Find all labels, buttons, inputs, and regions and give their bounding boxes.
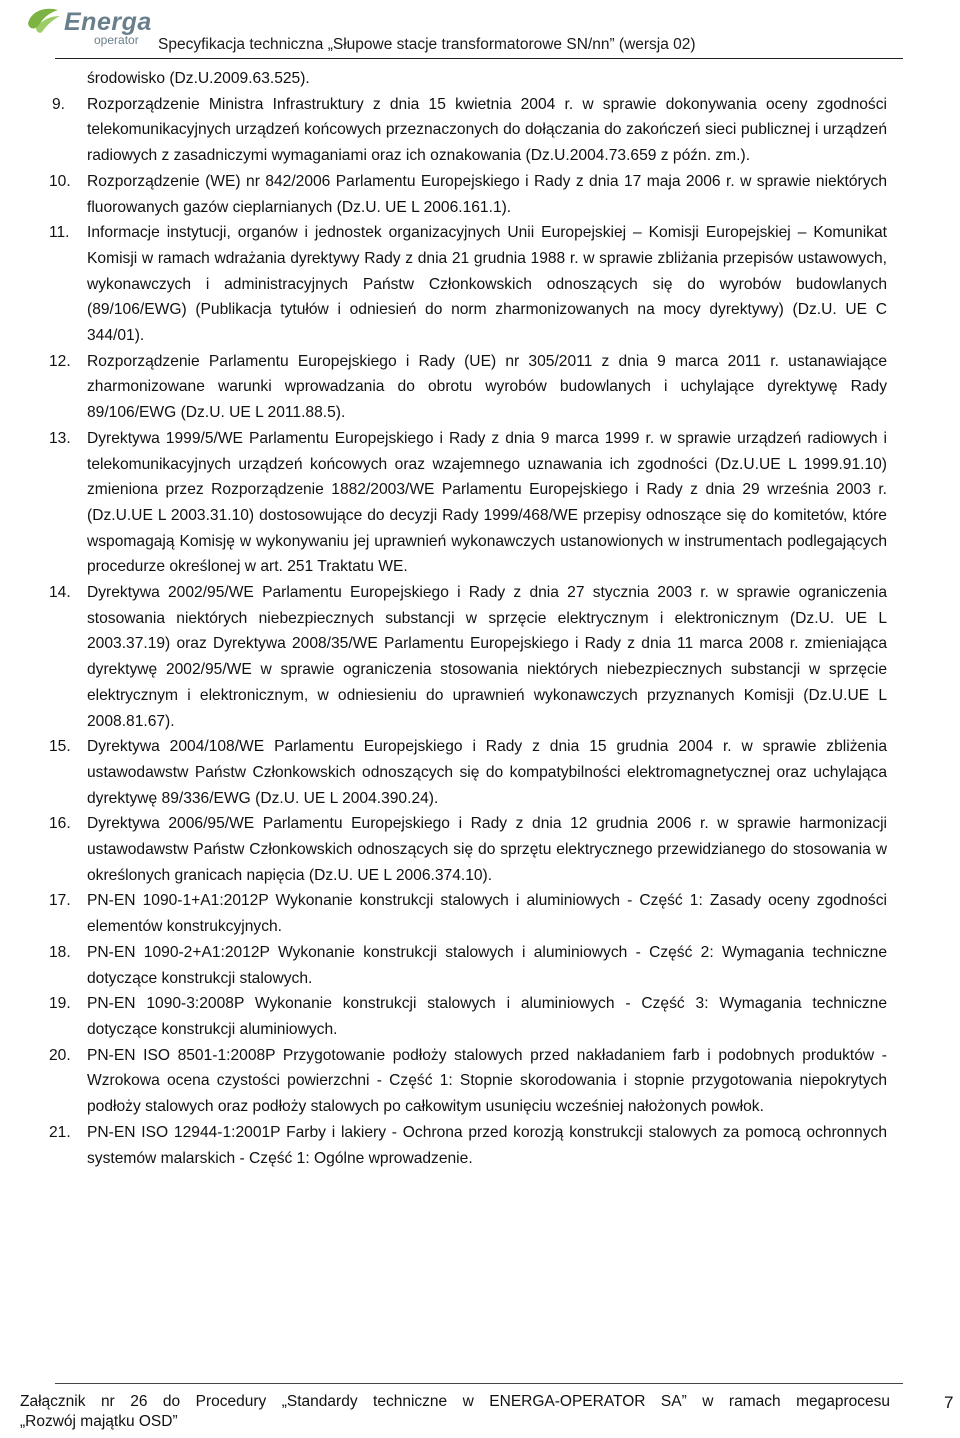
reference-text: Dyrektywa 2006/95/WE Parlamentu Europejskiego i Rady z dnia 12 grudnia 2006 r. w sprawie harmonizacji ustawodawstw Państw Członkowskich odnoszących się do sprzętu elektrycznego przewidzianego do stosowania w określonych granicach napięcia (Dz.U. UE L 2006.374.10). <box>87 815 887 884</box>
reference-text: Rozporządzenie (WE) nr 842/2006 Parlamentu Europejskiego i Rady z dnia 17 maja 2006 r. w sprawie niektórych fluorowanych gazów cieplarnianych (Dz.U. UE L 2006.161.1). <box>87 172 887 216</box>
reference-text: Informacje instytucji, organów i jednostek organizacyjnych Unii Europejskiej – Komisji Europejskiej – Komunikat Komisji w ramach wdrażania dyrektywy Rady z dnia 21 grudnia 1988 r. w sprawie zbliżania przepisów ustawowych, wykonawczych i administracyjnych Państw Członkowskich odnoszących się do wyrobów budowlanych (89/106/EWG) (Publikacja tytułów i odniesień do norm zharmonizowanych na mocy dyrektywy) (Dz.U. UE C 344/01). <box>87 224 887 345</box>
reference-number: 20. <box>49 1046 71 1064</box>
document-title: Specyfikacja techniczna „Słupowe stacje transformatorowe SN/nn” (wersja 02) <box>158 36 696 53</box>
header-divider <box>55 58 903 59</box>
reference-item <box>0 991 887 1042</box>
reference-item <box>0 734 887 811</box>
reference-text: PN-EN 1090-1+A1:2012P Wykonanie konstrukcji stalowych i aluminiowych - Część 1: Zasady oceny zgodności elementów konstrukcyjnych. <box>87 892 887 936</box>
footer-line-1: Załącznik nr 26 do Procedury „Standardy techniczne w ENERGA-OPERATOR SA” w ramach megaprocesu <box>20 1393 890 1410</box>
reference-number: 9. <box>52 95 66 113</box>
leaf-logo-icon <box>26 6 62 36</box>
reference-text: Rozporządzenie Parlamentu Europejskiego i Rady (UE) nr 305/2011 z dnia 9 marca 2011 r. ustanawiające zharmonizowane warunki wprowadzania do obrotu wyrobów budowlanych i uchylające dyrektywę Rady 89/106/EWG (Dz.U. UE L 2011.88.5). <box>87 352 887 422</box>
page-header <box>0 0 960 62</box>
reference-number: 10. <box>49 172 71 190</box>
energa-operator-logo <box>26 6 166 46</box>
reference-item <box>0 888 887 939</box>
reference-item <box>0 169 887 220</box>
reference-number: 13. <box>49 429 71 447</box>
reference-text: PN-EN ISO 8501-1:2008P Przygotowanie podłoży stalowych przed nakładaniem farb i podobnych produktów - Wzrokowa ocena czystości powierzchni - Część 1: Stopnie skorodowania i stopnie przygotowania niepokrytych podłoży stalowych oraz podłoży stalowych po całkowitym usunięciu wcześniej nałożonych powłok. <box>87 1046 887 1116</box>
reference-number: 16. <box>49 815 71 833</box>
reference-number: 17. <box>49 892 71 910</box>
reference-number: 19. <box>49 995 71 1013</box>
reference-number: 11. <box>49 224 70 242</box>
reference-text: PN-EN 1090-3:2008P Wykonanie konstrukcji stalowych i aluminiowych - Część 3: Wymagania techniczne dotyczące konstrukcji aluminiowych. <box>87 995 887 1038</box>
reference-text: Dyrektywa 2002/95/WE Parlamentu Europejskiego i Rady z dnia 27 stycznia 2003 r. w sprawie ograniczenia stosowania niektórych niebezpiecznych substancji w sprzęcie elektrycznym i elektronicznym (Dz.U. UE L 2003.37.19) oraz Dyrektywa 2008/35/WE Parlamentu Europejskiego i Rady z dnia 11 marca 2008 r. zmieniająca dyrektywę 2002/95/WE w sprawie ograniczenia stosowania niektórych niebezpiecznych substancji w sprzęcie elektrycznym i elektronicznym, w odniesieniu do uprawnień wykonawczych przyznanych Komisji (Dz.U.UE L 2008.81.67). <box>87 584 887 730</box>
logo-name: Energa <box>64 8 152 36</box>
reference-text: Dyrektywa 1999/5/WE Parlamentu Europejskiego i Rady z dnia 9 marca 1999 r. w sprawie urządzeń radiowych i telekomunikacyjnych urządzeń końcowych oraz wzajemnego uznawania ich zgodności (Dz.U.UE L 1999.91.10) zmieniona przez Rozporządzenie 1882/2003/WE Parlamentu Europejskiego i Rady z dnia 29 września 2003 r. (Dz.U.UE L 2003.31.10) dostosowujące do decyzji Rady 1999/468/WE przepisy odnoszące się do komitetów, które wspomagają Komisję w wykonywaniu jej uprawnień wykonawczych ustanowionych w instrumentach podlegających procedurze określonej w art. 251 Traktatu WE. <box>87 429 887 576</box>
reference-number: 21. <box>49 1123 71 1141</box>
reference-number: 15. <box>49 738 71 756</box>
reference-number: 18. <box>49 943 71 961</box>
reference-number: 14. <box>49 584 71 602</box>
logo-sub: operator <box>94 33 139 47</box>
reference-text: PN-EN 1090-2+A1:2012P Wykonanie konstrukcji stalowych i aluminiowych - Część 2: Wymagania techniczne dotyczące konstrukcji stalowych. <box>87 943 887 987</box>
reference-text: Dyrektywa 2004/108/WE Parlamentu Europejskiego i Rady z dnia 15 grudnia 2004 r. w sprawie zbliżenia ustawodawstw Państw Członkowskich odnoszących się do kompatybilności elektromagnetycznej oraz uchylająca dyrektywę 89/336/EWG (Dz.U. UE L 2004.390.24). <box>87 738 887 807</box>
reference-item <box>0 1120 887 1171</box>
reference-list <box>0 92 960 1172</box>
reference-item <box>0 1043 887 1120</box>
reference-text: PN-EN ISO 12944-1:2001P Farby i lakiery - Ochrona przed korozją konstrukcji stalowych za pomocą ochronnych systemów malarskich - Część 1: Ogólne wprowadzenie. <box>87 1123 887 1167</box>
reference-item <box>0 349 887 426</box>
reference-item <box>0 92 887 169</box>
reference-item <box>0 811 887 888</box>
reference-item <box>0 426 887 580</box>
reference-text: Rozporządzenie Ministra Infrastruktury z dnia 15 kwietnia 2004 r. w sprawie dokonywania oceny zgodności telekomunikacyjnych urządzeń końcowych przeznaczonych do dołączania do zakończeń sieci publicznej i urządzeń radiowych z zasadniczymi wymaganiami oraz ich oznakowania (Dz.U.2004.73.659 z późn. zm.). <box>87 95 887 165</box>
footer-line-2: „Rozwój majątku OSD” <box>20 1413 178 1430</box>
reference-item <box>0 220 887 349</box>
reference-number: 12. <box>49 352 71 370</box>
page-number: 7 <box>944 1393 954 1412</box>
reference-item <box>0 940 887 991</box>
reference-item <box>0 580 887 734</box>
intro-line: środowisko (Dz.U.2009.63.525). <box>87 70 310 87</box>
footer-divider <box>55 1383 903 1384</box>
